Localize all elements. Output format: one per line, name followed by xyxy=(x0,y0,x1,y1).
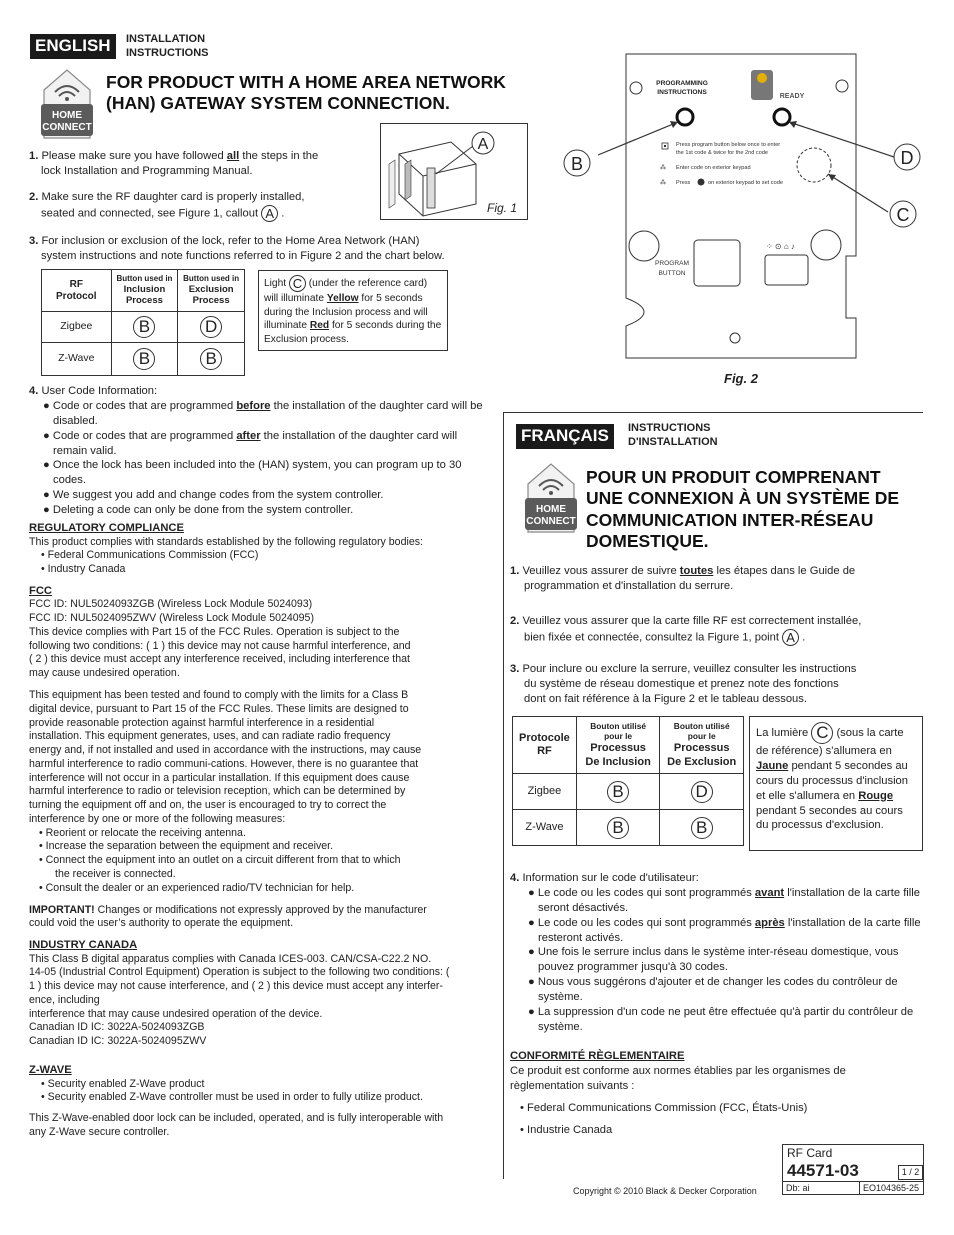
french-title xyxy=(586,467,899,552)
callout-a-label: A xyxy=(477,136,489,153)
list-item: • Reorient or relocate the receiving antenna. xyxy=(39,826,246,839)
fr-th-exc: De Exclusion xyxy=(667,755,737,768)
zwave-text-2: any Z-Wave secure controller. xyxy=(29,1125,170,1138)
fr-reg-item: Federal Communications Commission (FCC, États-Unis) xyxy=(527,1101,808,1114)
item-b: the installation of the daughter card will be disabled. xyxy=(53,399,483,427)
callout-d-label: D xyxy=(900,148,914,168)
english-step-1: 1. Please make sure you have followed all the steps in the lock Installation and Programming Manual. xyxy=(29,149,374,179)
step2-text-a: Make sure the RF daughter card is properly installed, xyxy=(41,191,305,203)
list-item: • Increase the separation between the equipment and receiver. xyxy=(39,840,334,853)
list-item: • Federal Communications Commission (FCC, États-Unis) xyxy=(520,1101,808,1114)
step3-text-a: For inclusion or exclusion of the lock, refer to the Home Area Network (HAN) xyxy=(41,235,420,247)
th-exc-b: Exclusion xyxy=(188,283,234,295)
fcc-line: digital device, pursuant to Part 15 of the FCC Rules. These limits are designed to xyxy=(29,702,409,715)
english-protocol-table xyxy=(41,269,245,376)
callout-c-icon: C xyxy=(811,722,833,744)
reg-item: Federal Communications Commission (FCC) xyxy=(47,549,259,562)
important-note xyxy=(29,904,499,918)
english-step-3: 3. For inclusion or exclusion of the lock, refer to the Home Area Network (HAN) system instructions and note functions referred to in Figure 2 and the chart below. xyxy=(29,234,509,264)
english-title-line-2: (HAN) GATEWAY SYSTEM CONNECTION. xyxy=(106,93,450,114)
fr-row-zigbee-protocol: Zigbee xyxy=(513,774,577,810)
measure: Increase the separation between the equipment and receiver. xyxy=(45,840,334,853)
fr-row-zigbee-exclusion: D xyxy=(691,781,713,803)
home-connect-logo-icon xyxy=(38,66,96,140)
row-zigbee-exclusion: D xyxy=(200,316,222,338)
fcc-paragraph-2 xyxy=(29,689,499,827)
regulatory-text: This product complies with standards established by the following regulatory bodies: xyxy=(29,535,423,548)
callout-a-icon: A xyxy=(782,629,799,646)
french-protocol-table xyxy=(512,716,744,846)
fr-install-line-1: INSTRUCTIONS xyxy=(628,422,711,434)
fr-light-c: pendant 5 secondes au cours du processus d'inclusion et elle s'allumera en xyxy=(756,759,909,802)
item-a: Deleting a code can only be done from the system controller. xyxy=(52,504,354,517)
fr-th-b: RF xyxy=(537,745,552,757)
fr-item-a: Le code ou les codes qui sont programmés xyxy=(537,916,755,929)
step3-text-b: system instructions and note functions referred to in Figure 2 and the chart below. xyxy=(41,249,445,262)
list-item: • Security enabled Z-Wave product xyxy=(41,1077,205,1090)
th-exc-c: Process xyxy=(192,295,230,307)
fr-s1-c: les étapes dans le Guide de xyxy=(713,565,856,577)
svg-text:⁂: ⁂ xyxy=(660,180,666,186)
svg-text:⁘ ⊙ ⌂ ♪: ⁘ ⊙ ⌂ ♪ xyxy=(766,242,795,251)
fr-install-line-2: D'INSTALLATION xyxy=(628,436,718,449)
light-text-a: Light xyxy=(264,278,287,290)
fr-s4-title: Information sur le code d'utilisateur: xyxy=(522,872,699,884)
fr-th-inc: Processus xyxy=(590,741,646,754)
figure-2 xyxy=(560,52,930,364)
french-left-rule xyxy=(503,412,504,1179)
item-a: Code or codes that are programmed xyxy=(52,429,237,442)
part-number: 44571-03 xyxy=(787,1161,859,1180)
step1-text-a: Please make sure you have followed xyxy=(41,150,227,162)
list-item: • Federal Communications Commission (FCC) xyxy=(41,549,259,562)
fig2-label: Fig. 2 xyxy=(724,371,758,386)
fr-row-zwave-inclusion: B xyxy=(607,817,629,839)
french-light-note xyxy=(749,716,923,851)
svg-text:⁂: ⁂ xyxy=(660,165,666,171)
fr-light-rouge: Rouge xyxy=(858,789,894,802)
measure: Consult the dealer or an experienced radio/TV technician for help. xyxy=(45,881,355,894)
th-protocol-a: RF xyxy=(69,278,83,290)
fr-s1-d: programmation et d'installation du serrure. xyxy=(524,579,734,592)
list-item: ● Once the lock has been included into the (HAN) system, you can program up to 30 codes. xyxy=(43,459,462,487)
light-text-b: (under the reference card) will illuminate xyxy=(264,278,428,304)
logo-text-home: HOME xyxy=(52,110,82,121)
fr-item-a: Le code ou les codes qui sont programmés xyxy=(537,886,755,899)
table-row xyxy=(42,312,245,343)
fr-th-inc: De Inclusion xyxy=(585,755,651,768)
fcc-line: FCC ID: NUL5024095ZWV (Wireless Lock Module 5024095) xyxy=(29,612,314,625)
fcc-line: This device complies with Part 15 of the FCC Rules. Operation is subject to the xyxy=(29,625,400,638)
eo-number: EO104365-25 xyxy=(863,1183,920,1193)
light-text-d: for 5 seconds during the Exclusion process. xyxy=(264,320,442,345)
fr-th-a: Protocole xyxy=(519,731,570,744)
list-item: • Industrie Canada xyxy=(520,1123,613,1136)
part-number-box xyxy=(782,1144,924,1195)
table-row xyxy=(513,774,744,810)
callout-b-label: B xyxy=(570,154,584,174)
fcc-line: installation. This equipment generates, uses, and can radiate radio frequency xyxy=(29,730,391,743)
fr-reg-title: CONFORMITÉ RÈGLEMENTAIRE xyxy=(510,1050,685,1062)
fig2-line3b: on exterior keypad to set code xyxy=(708,180,783,186)
item-u: after xyxy=(236,429,261,442)
th-exc-a: Button used in xyxy=(183,274,240,284)
english-step-4: 4. User Code Information: ● Code or codes that are programmed before the installation of the daughter card will be disabled. ● Code or codes that are programmed after the installation of the daughter card will remain valid. ● Once the lock has been included into the (HAN) system, you can program up to 30 codes. ● We suggest you add and change codes from the system controller. ● Deleting a code can only be done from the system controller. xyxy=(29,385,483,517)
fig1-label: Fig. 1 xyxy=(487,201,518,215)
list-item: ● Une fois le serrure inclus dans le système inter-réseau domestique, vous pouvez programmer jusqu'à 30 codes. xyxy=(528,946,899,974)
item-b: the installation of the daughter card will remain valid. xyxy=(53,429,458,457)
important-label: IMPORTANT! xyxy=(29,903,95,916)
fcc-line: turning the equipment off and on, the user is encouraged to try to correct the xyxy=(29,799,387,812)
french-step-1: 1. Veuillez vous assurer de suivre toutes les étapes dans le Guide de programmation et d'installation du serrure. xyxy=(510,564,920,594)
french-step-3: 3. Pour inclure ou exclure la serrure, veuillez consulter les instructions du système de réseau domestique et prenez note des fonctions dont on fait référence à la Figure 2 et le tableau dessous. xyxy=(510,662,920,707)
zwave-item: Security enabled Z-Wave product xyxy=(47,1077,205,1090)
list-item: • Connect the equipment into an outlet on a circuit different from that to which xyxy=(39,854,401,867)
item-a: We suggest you add and change codes from the system controller. xyxy=(52,489,384,502)
important-text: Changes or modifications not expressly approved by the manufacturer xyxy=(94,903,427,916)
fr-title-line: COMMUNICATION INTER-RÉSEAU xyxy=(586,509,874,530)
french-install-heading xyxy=(628,421,718,450)
ic-line: Canadian ID IC: 3022A-5024093ZGB xyxy=(29,1021,205,1034)
row-zigbee-protocol: Zigbee xyxy=(42,312,112,343)
regulatory-compliance-section xyxy=(29,521,499,1140)
figure-1 xyxy=(380,123,528,220)
home-connect-logo xyxy=(38,66,96,140)
list-item: ● Code or codes that are programmed after the installation of the daughter card will remain valid. xyxy=(43,429,458,457)
fcc-line: harmful interference to radio or television reception, which can be determined by xyxy=(29,785,406,798)
part-box-divider-vertical xyxy=(859,1181,860,1195)
step1-text-c: the steps in the xyxy=(239,150,319,162)
fr-item-b: l'installation de la carte fille resteront activés. xyxy=(538,916,921,944)
fcc-line: harmful interference to radio communi-cations. However, there is no guarantee that xyxy=(29,757,419,770)
regulatory-title: REGULATORY COMPLIANCE xyxy=(29,522,184,534)
fcc-line: provide reasonable protection against harmful interference in a residential xyxy=(29,716,375,729)
row-zwave-protocol: Z-Wave xyxy=(42,343,112,376)
fr-th-exc: pour le xyxy=(687,731,716,742)
ic-line: 14-05 (Industrial Control Equipment) Operation is subject to the following two conditions: ( xyxy=(29,966,450,979)
english-title xyxy=(106,72,506,115)
fcc-line: energy and, if not installed and used in accordance with the instructions, may cause xyxy=(29,744,422,757)
fig2-button: BUTTON xyxy=(658,270,686,277)
english-title-line-1: FOR PRODUCT WITH A HOME AREA NETWORK xyxy=(106,72,506,92)
fr-reg-item: Industrie Canada xyxy=(527,1123,613,1136)
list-item: ● Deleting a code can only be done from the system controller. xyxy=(43,504,354,517)
table-header-exclusion xyxy=(178,270,245,312)
logo-text-connect: CONNECT xyxy=(42,122,92,133)
copyright: Copyright © 2010 Black & Decker Corporation xyxy=(573,1186,757,1196)
measure: Reorient or relocate the receiving antenna. xyxy=(45,826,246,839)
callout-a-icon: A xyxy=(261,205,278,222)
ic-line: 1 ) this device may not cause interference, and ( 2 ) this device must accept any interfer- xyxy=(29,980,443,993)
fr-th-exc: Processus xyxy=(673,741,730,754)
step4-title: User Code Information: xyxy=(41,385,158,397)
fr-title-line: UNE CONNEXION À UN SYSTÈME DE xyxy=(586,488,900,509)
fr-item-u: avant xyxy=(754,886,785,899)
fr-item-a: Une fois le serrure inclus dans le système inter-réseau domestique, vous pouvez programmer jusqu'à 30 codes. xyxy=(537,946,899,974)
fcc-line: interference will not occur in a particular installation. If this equipment does cause xyxy=(29,771,410,784)
fig2-line2: Enter code on exterior keypad xyxy=(676,165,751,171)
callout-c-icon: C xyxy=(289,275,306,292)
industry-canada-title: INDUSTRY CANADA xyxy=(29,939,138,952)
important-text-2: could void the user’s authority to operate the equipment. xyxy=(29,917,294,930)
step1-text-d: lock Installation and Programming Manual. xyxy=(41,164,253,177)
fr-s3-b: du système de réseau domestique et prenez note des fonctions xyxy=(524,677,839,690)
table-row xyxy=(42,343,245,376)
ic-line: This Class B digital apparatus complies with Canada ICES-003. CAN/CSA-C22.2 NO. xyxy=(29,952,432,965)
fr-item-a: La suppression d'un code ne peut être effectuée qu'à partir du contrôleur de système. xyxy=(537,1006,914,1033)
reference-card-diagram xyxy=(560,52,930,364)
french-step-4: 4. Information sur le code d'utilisateur: ● Le code ou les codes qui sont programmés avant l'installation de la carte fille seront désactivés. ● Le code ou les codes qui sont programmés après l'installation de la carte fille resteront activés. ● Une fois le serrure inclus dans le système inter-réseau domestique, vous pouvez programmer jusqu'à 30 codes. ● Nous vous suggérons d'ajouter et de changer les codes du contrôleur de système. ● La suppression d'un code ne peut être effectuée qu'à partir du contrôleur de système. xyxy=(510,872,921,1033)
fig2-line1: Press program button below once to enter xyxy=(676,142,781,148)
english-step-2: 2. Make sure the RF daughter card is properly installed, seated and connected, see Figure 1, callout A . xyxy=(29,191,305,221)
th-protocol-b: Protocol xyxy=(56,290,97,302)
fr-reg-text-1: Ce produit est conforme aux normes établies par les organismes de xyxy=(510,1064,846,1077)
zwave-item: Security enabled Z-Wave controller must be used in order to fully utilize product. xyxy=(47,1091,423,1104)
list-item: ● Le code ou les codes qui sont programmés avant l'installation de la carte fille seront désactivés. xyxy=(528,886,920,914)
ic-line: ence, including xyxy=(29,993,100,1006)
row-zwave-exclusion: B xyxy=(200,348,222,370)
item-a: Code or codes that are programmed xyxy=(52,399,237,412)
install-line-1: INSTALLATION xyxy=(126,33,206,45)
fig2-programming: PROGRAMMING xyxy=(656,80,708,87)
table-header-exclusion xyxy=(660,717,744,774)
list-item: ● We suggest you add and change codes from the system controller. xyxy=(43,489,384,502)
th-inc-b: Inclusion xyxy=(123,283,166,295)
fr-row-zwave-exclusion: B xyxy=(691,817,713,839)
french-top-rule xyxy=(503,412,923,413)
logo-text-connect: CONNECT xyxy=(526,516,576,527)
step1-all: all xyxy=(226,150,240,162)
table-row xyxy=(513,810,744,846)
fr-row-zwave-protocol: Z-Wave xyxy=(513,810,577,846)
ic-line: Canadian ID IC: 3022A-5024095ZWV xyxy=(29,1035,207,1048)
french-language-label: FRANÇAIS xyxy=(516,424,614,449)
home-connect-logo-icon xyxy=(522,460,580,534)
page-number: 1 / 2 xyxy=(898,1165,923,1180)
fr-s2-b: bien fixée et connectée, consultez la Figure 1, point xyxy=(524,631,779,644)
rf-card-label: RF Card xyxy=(787,1146,833,1160)
fcc-title: FCC xyxy=(29,584,52,597)
english-light-note xyxy=(258,270,448,351)
fcc-line: may cause undesired operation. xyxy=(29,667,180,680)
row-zwave-inclusion: B xyxy=(133,348,155,370)
list-item: • Industry Canada xyxy=(41,563,126,576)
item-a: Once the lock has been included into the (HAN) system, you can program up to 30 codes. xyxy=(52,459,462,487)
list-item: • Consult the dealer or an experienced radio/TV technician for help. xyxy=(39,881,355,894)
fr-light-jaune: Jaune xyxy=(756,759,789,772)
measure: Connect the equipment into an outlet on a circuit different from that to which xyxy=(45,854,401,867)
fr-s1-b: toutes xyxy=(679,565,714,577)
step2-text-b: seated and connected, see Figure 1, callout xyxy=(41,207,259,220)
english-language-label: ENGLISH xyxy=(30,34,116,59)
light-red: Red xyxy=(309,320,330,332)
fcc-measures xyxy=(29,827,499,896)
zwave-title: Z-WAVE xyxy=(29,1063,72,1076)
fr-item-b: l'installation de la carte fille seront désactivés. xyxy=(538,886,920,914)
fr-row-zigbee-inclusion: B xyxy=(607,781,629,803)
fr-item-a: Nous vous suggérons d'ajouter et de changer les codes du contrôleur de système. xyxy=(537,976,898,1004)
list-item: • Security enabled Z-Wave controller must be used in order to fully utilize product. xyxy=(41,1091,423,1104)
fig2-program: PROGRAM xyxy=(654,260,690,267)
fcc-line: following two conditions: ( 1 ) this device may not cause harmful interference, and xyxy=(29,639,411,652)
list-item: ● Nous vous suggérons d'ajouter et de changer les codes du contrôleur de système. xyxy=(528,976,898,1004)
table-header-inclusion xyxy=(576,717,660,774)
fcc-line: FCC ID: NUL5024093ZGB (Wireless Lock Module 5024093) xyxy=(29,598,313,611)
fr-title-line: POUR UN PRODUIT COMPRENANT xyxy=(586,467,881,487)
zwave-text-1: This Z-Wave-enabled door lock can be included, operated, and is fully interoperable with xyxy=(29,1112,444,1125)
part-box-divider xyxy=(783,1181,923,1182)
french-regulatory-section xyxy=(510,1049,922,1137)
fr-light-a: La lumière xyxy=(756,726,809,739)
fr-th-inc: Bouton utilisé xyxy=(590,720,647,731)
list-item: ● Code or codes that are programmed before the installation of the daughter card will be disabled. xyxy=(43,399,483,427)
table-header-protocol xyxy=(513,717,577,774)
fr-item-u: après xyxy=(754,916,785,929)
fr-light-b: (sous la carte de référence) s'allumera en xyxy=(756,726,904,757)
french-step-2: 2. Veuillez vous assurer que la carte fille RF est correctement installée, bien fixée et connectée, consultez la Figure 1, point A . xyxy=(510,615,862,645)
light-text-c: for 5 seconds during the Inclusion process and will illuminate xyxy=(264,293,428,332)
ic-line: interference that may cause undesired operation of the device. xyxy=(29,1007,323,1020)
item-u: before xyxy=(236,399,271,412)
list-item: ● Le code ou les codes qui sont programmés après l'installation de la carte fille resteront activés. xyxy=(528,916,921,944)
th-inc-c: Process xyxy=(125,295,163,307)
english-install-heading xyxy=(126,32,209,61)
table-header-inclusion xyxy=(111,270,178,312)
fig2-instructions: INSTRUCTIONS xyxy=(657,89,707,96)
fr-light-d: pendant 5 secondes au cours du processus d'exclusion. xyxy=(756,804,903,832)
fr-s2-a: Veuillez vous assurer que la carte fille RF est correctement installée, xyxy=(522,615,862,627)
fr-s3-c: dont on fait référence à la Figure 2 et le tableau dessous. xyxy=(524,692,807,705)
table-header-protocol xyxy=(42,270,112,312)
fig2-line3a: Press xyxy=(676,180,691,186)
reg-item: Industry Canada xyxy=(47,563,126,576)
logo-text-home: HOME xyxy=(536,504,566,515)
measure: the receiver is connected. xyxy=(55,867,176,880)
row-zigbee-inclusion: B xyxy=(133,316,155,338)
fr-reg-text-2: règlementation suivants : xyxy=(510,1079,635,1092)
fr-title-line: DOMESTIQUE. xyxy=(586,531,709,552)
th-inc-a: Button used in xyxy=(116,274,173,284)
install-line-2: INSTRUCTIONS xyxy=(126,47,209,60)
db-label: Db: ai xyxy=(786,1183,810,1193)
list-item: ● La suppression d'un code ne peut être effectuée qu'à partir du contrôleur de système. xyxy=(528,1006,914,1033)
callout-c-label: C xyxy=(896,205,910,225)
fcc-line: interference by one or more of the following measures: xyxy=(29,812,286,825)
fr-s3-a: Pour inclure ou exclure la serrure, veuillez consulter les instructions xyxy=(522,663,857,675)
home-connect-logo xyxy=(522,460,580,534)
fr-th-exc: Bouton utilisé xyxy=(673,720,730,731)
fcc-line: ( 2 ) this device must accept any interference received, including interference that xyxy=(29,653,410,666)
fr-s1-a: Veuillez vous assurer de suivre xyxy=(522,565,680,577)
light-yellow: Yellow xyxy=(326,293,359,304)
fcc-line: This equipment has been tested and found to comply with the limits for a Class B xyxy=(29,689,409,702)
fig2-ready: READY xyxy=(779,93,805,100)
fr-th-inc: pour le xyxy=(604,731,633,742)
fig2-line1b: the 1st code & twice for the 2nd code xyxy=(676,150,769,156)
